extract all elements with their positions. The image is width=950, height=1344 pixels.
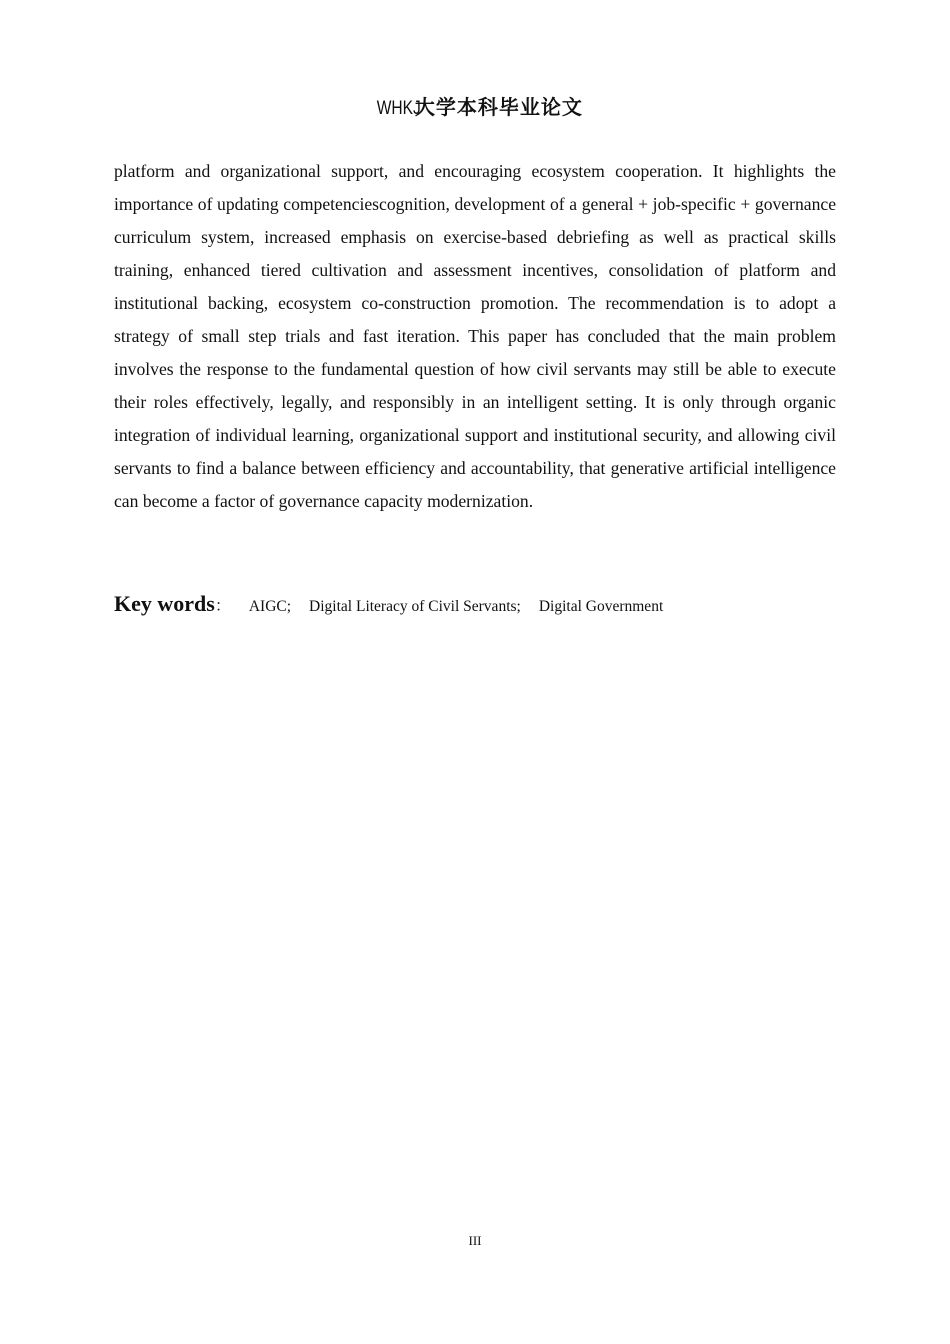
abstract-paragraph: platform and organizational support, and encouraging ecosystem cooperation. It highlights the importance of updating competenciescognition, development of a general + job-specific + governance curriculum system, increased emphasis on exercise-based debriefing as well as practical skills training, enhanced tiered cultivation and assessment incentives, consolidation of platform and institutional backing, ecosystem co-construction promotion. The recommendation is to adopt a strategy of small step trials and fast iteration. This paper has concluded that the main problem involves the response to the fundamental question of how civil servants may still be able to execute their roles effectively, legally, and responsibly in an intelligent setting. It is only through organic integration of individual learning, organizational support and institutional security, and allowing civil servants to find a balance between efficiency and accountability, that generative artificial intelligence can become a factor of governance capacity modernization.: [114, 161, 836, 511]
keyword-item: Digital Government: [538, 598, 664, 615]
keyword-item: Digital Literacy of Civil Servants;: [309, 598, 521, 615]
page-number: III: [468, 1233, 482, 1248]
keywords-line: [114, 588, 836, 623]
page-header: [0, 94, 950, 122]
header-thesis-title: 大学本科毕业论文: [414, 95, 583, 119]
keyword-item: AIGC;: [248, 598, 292, 615]
keywords-label: Key words: [114, 591, 215, 616]
keywords-colon: ：: [214, 598, 231, 615]
header-university-code: WHKJ: [376, 98, 421, 119]
